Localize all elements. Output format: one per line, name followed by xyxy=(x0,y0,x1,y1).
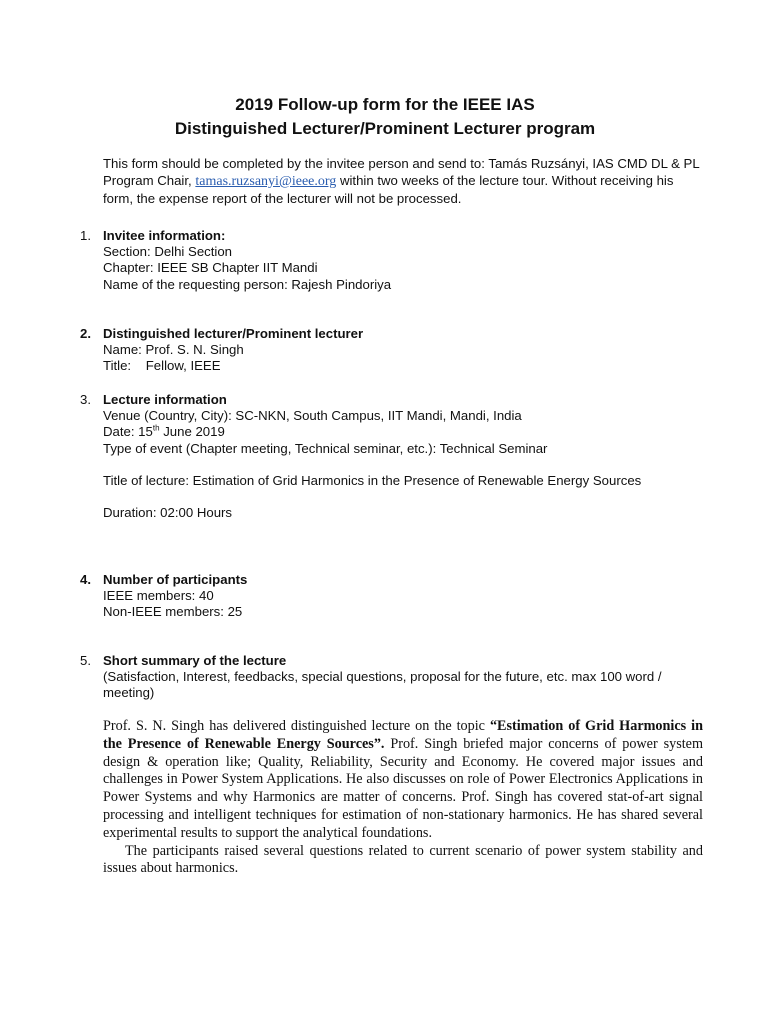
summary-paragraph-2: The participants raised several questions related to current scenario of power system stability and issues about harmonics. xyxy=(103,842,703,877)
section-number: 5. xyxy=(80,653,91,668)
section-line: IEEE members: 40 xyxy=(103,588,214,604)
section-heading: Short summary of the lecture xyxy=(103,653,287,668)
summary-lecture-topic: “Estimation of Grid Harmonics in the Presence of Renewable Energy Sources”. xyxy=(103,718,703,752)
date-ordinal: th xyxy=(152,424,160,434)
lecture-title-line: Title of lecture: Estimation of Grid Harmonics in the Presence of Renewable Energy Sources xyxy=(103,472,642,488)
section-line: Name of the requesting person: Rajesh Pindoriya xyxy=(103,276,392,292)
summary-note: (Satisfaction, Interest, feedbacks, special questions, proposal for the future, etc. max 100 word / meeting) xyxy=(103,669,662,701)
summary-text-start: Prof. S. N. Singh has delivered distinguished lecture on the topic xyxy=(103,718,490,734)
date-line xyxy=(103,424,708,440)
form-title-line-2: Distinguished Lecturer/Prominent Lecturer program xyxy=(174,119,596,138)
summary-text xyxy=(103,718,703,878)
venue-line: Venue (Country, City): SC-NKN, South Campus, IIT Mandi, Mandi, India xyxy=(103,408,522,424)
section-line: Chapter: IEEE SB Chapter IIT Mandi xyxy=(103,260,318,276)
duration-line: Duration: 02:00 Hours xyxy=(103,505,233,521)
section-heading: Distinguished lecturer/Prominent lecturer xyxy=(103,326,364,341)
section-number: 2. xyxy=(80,326,91,341)
section-line: Non-IEEE members: 25 xyxy=(103,604,243,620)
section-number: 1. xyxy=(80,228,91,243)
form-title-line-1: 2019 Follow-up form for the IEEE IAS xyxy=(235,95,535,114)
section-number: 4. xyxy=(80,572,91,587)
section-heading: Number of participants xyxy=(103,572,248,587)
chair-email-link[interactable]: tamas.ruzsanyi@ieee.org xyxy=(195,174,337,189)
section-number: 3. xyxy=(80,392,91,407)
section-line: Title: Fellow, IEEE xyxy=(103,358,221,374)
date-text: Date: 15 xyxy=(103,424,153,440)
date-month-year: June 2019 xyxy=(159,424,225,440)
intro-text-end: within two weeks of the lecture tour. Without receiving his form, the expense report of the lecturer will not be processed. xyxy=(103,173,674,206)
event-type-line: Type of event (Chapter meeting, Technical seminar, etc.): Technical Seminar xyxy=(103,440,548,456)
intro-text-start: This form should be completed by the invitee person and send to: Tamás Ruzsányi, IAS CMD DL & PL Program Chair, xyxy=(103,156,700,188)
section-heading: Invitee information: xyxy=(103,228,226,243)
section-line: Name: Prof. S. N. Singh xyxy=(103,342,244,358)
summary-text-rest: Prof. Singh briefed major concerns of power system design & operation like; Quality, Reliability, Security and Economy. He covered major issues and challenges in Power System Applications. He also discusses on role of Power Electronics Applications in Power Systems and why Harmonics are matter of concerns. Prof. Singh has covered stat-of-art signal processing and intelligent techniques for estimation of non-stationary harmonics. He has shared several experimental results to support the analytical foundations. xyxy=(103,735,703,841)
section-line: Section: Delhi Section xyxy=(103,244,233,260)
summary-paragraph-1 xyxy=(103,718,703,843)
intro-paragraph xyxy=(103,155,703,207)
section-heading: Lecture information xyxy=(103,392,227,407)
